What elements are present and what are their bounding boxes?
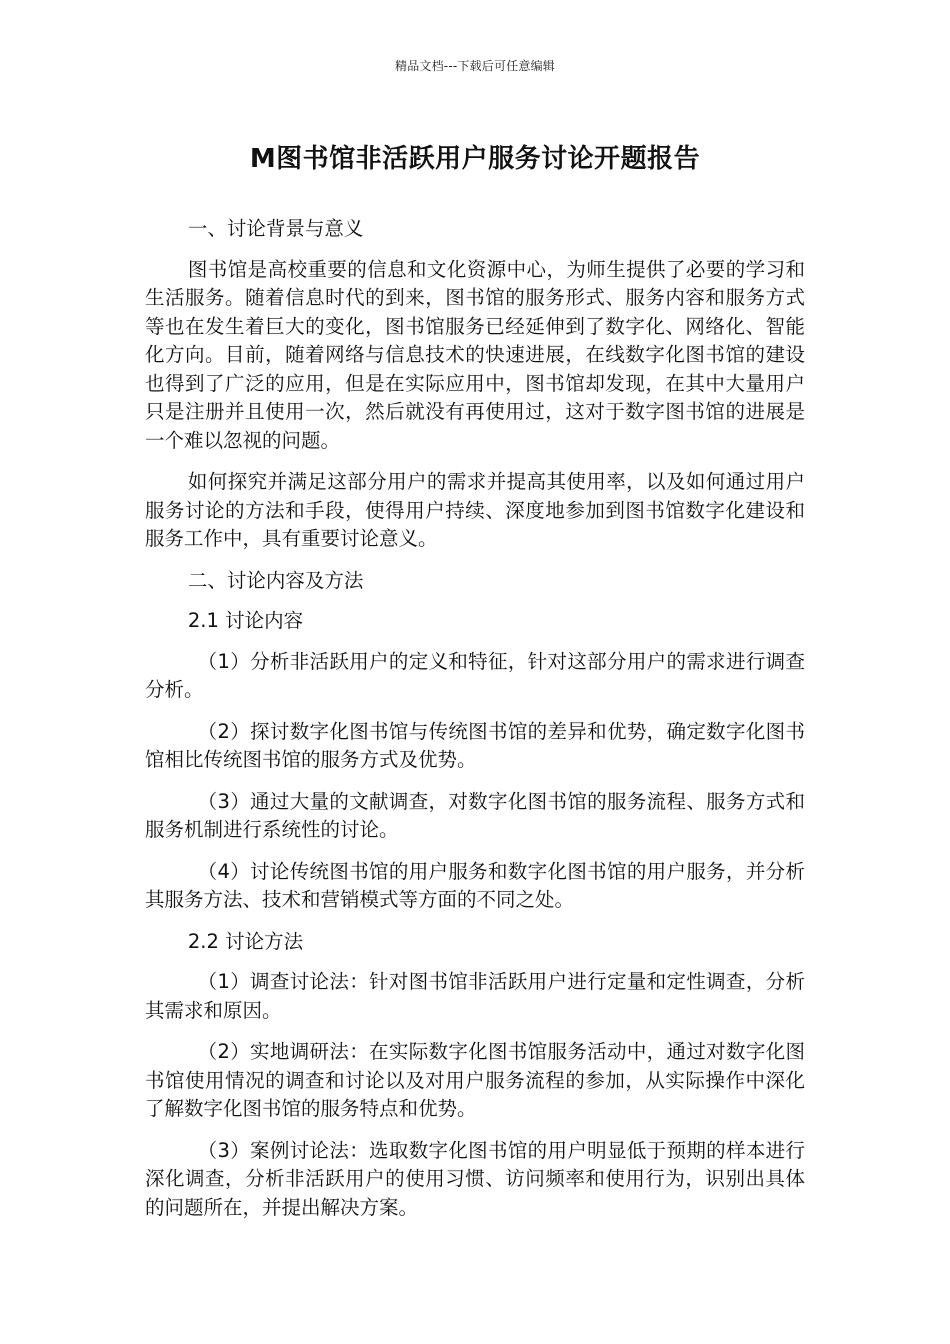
section-heading-background: 一、讨论背景与意义: [187, 217, 364, 240]
subsection-heading-methods: 2.2 讨论方法: [187, 929, 304, 953]
paragraph-background: 图书馆是高校重要的信息和文化资源中心，为师生提供了必要的学习和生活服务。随着信息时代的到来，图书馆的服务形式、服务内容和服务方式等也在发生着巨大的变化，图书馆服务已经延伸到了数字化、网络化、智能化方向。目前，随着网络与信息技术的快速进展，在线数字化图书馆的建设也得到了广泛的应用，但是在实际应用中，图书馆却发现，在其中大量用户只是注册并且使用一次，然后就没有再使用过，这对于数字图书馆的进展是一个难以忽视的问题。: [145, 257, 805, 452]
subsection-heading-content: 2.1 讨论内容: [187, 609, 304, 632]
paragraph-significance: 如何探究并满足这部分用户的需求并提高其使用率，以及如何通过用户服务讨论的方法和手段，使得用户持续、深度地参加到图书馆数字化建设和服务工作中，具有重要讨论意义。: [145, 470, 805, 550]
content-item-2: （2）探讨数字化图书馆与传统图书馆的差异和优势，确定数字化图书馆相比传统图书馆的服务方式及优势。: [145, 719, 805, 771]
method-item-2: （2）实地调研法：在实际数字化图书馆服务活动中，通过对数字化图书馆使用情况的调查和讨论以及对用户服务流程的参加，从实际操作中深化了解数字化图书馆的服务特点和优势。: [145, 1040, 805, 1120]
document-body: [145, 215, 805, 1235]
page-header-note: 精品文档---下载后可任意编辑: [395, 59, 555, 73]
document-title: M图书馆非活跃用户服务讨论开题报告: [249, 144, 701, 174]
method-item-3: （3）案例讨论法：选取数字化图书馆的用户明显低于预期的样本进行深化调查，分析非活跃用户的使用习惯、访问频率和使用行为，识别出具体的问题所在，并提出解决方案。: [145, 1138, 805, 1219]
section-heading-content-methods: 二、讨论内容及方法: [187, 568, 364, 592]
method-item-1: （1）调查讨论法：针对图书馆非活跃用户进行定量和定性调查，分析其需求和原因。: [145, 970, 805, 1022]
content-item-1: （1）分析非活跃用户的定义和特征，针对这部分用户的需求进行调查分析。: [145, 649, 805, 701]
content-item-3: （3）通过大量的文献调查，对数字化图书馆的服务流程、服务方式和服务机制进行系统性的讨论。: [145, 789, 805, 841]
content-item-4: （4）讨论传统图书馆的用户服务和数字化图书馆的用户服务，并分析其服务方法、技术和营销模式等方面的不同之处。: [145, 859, 805, 911]
